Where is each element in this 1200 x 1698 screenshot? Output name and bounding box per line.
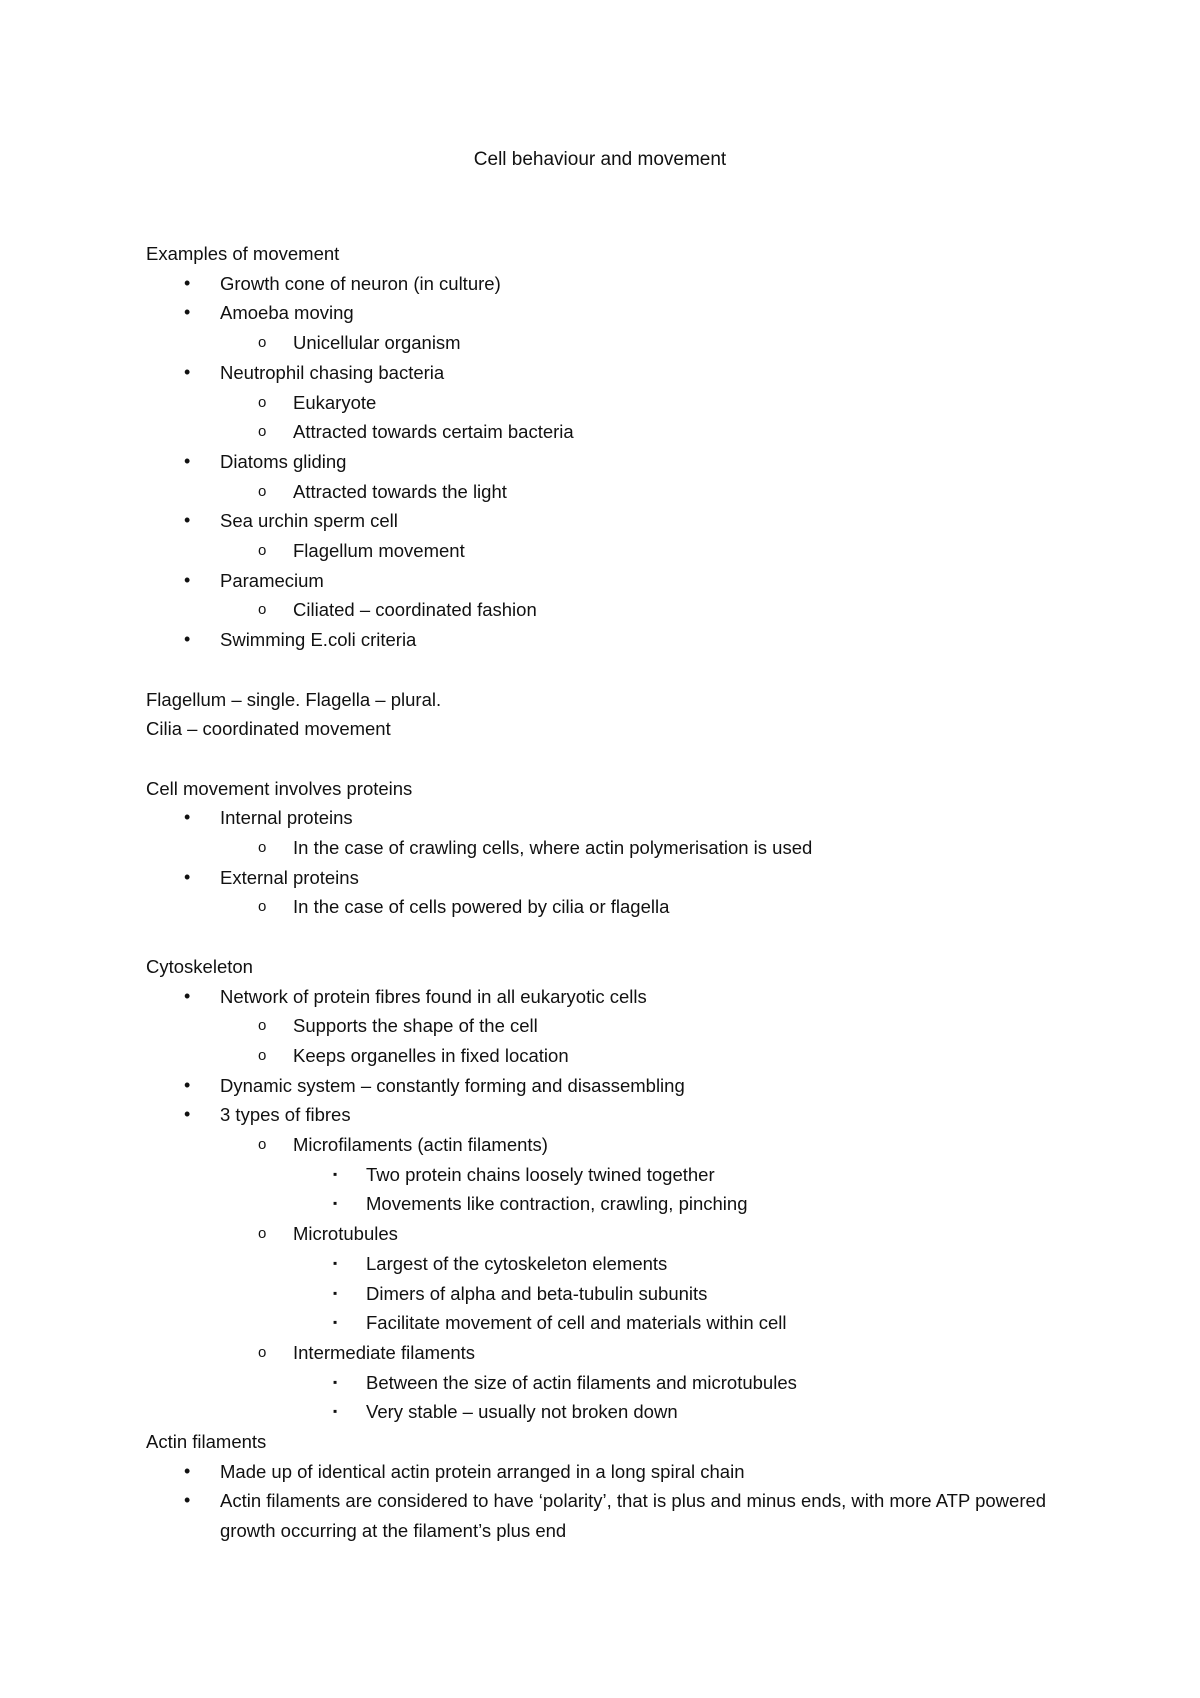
bullet-icon: • [184, 361, 191, 382]
list-item [146, 1100, 1066, 1130]
line-text: Ciliated – coordinated fashion [293, 599, 537, 621]
line-text: Flagellum movement [293, 540, 465, 562]
bullet-icon: ▪ [333, 1255, 338, 1270]
line-text: Cilia – coordinated movement [146, 718, 391, 740]
document-body [146, 239, 1066, 1546]
section-heading [146, 774, 1066, 804]
bullet-icon: o [258, 898, 267, 916]
line-text: Cytoskeleton [146, 955, 253, 977]
bullet-icon: o [258, 542, 267, 560]
list-item [146, 595, 1066, 625]
bullet-icon: • [184, 450, 191, 471]
line-text: Microtubules [293, 1223, 398, 1245]
bullet-icon: • [184, 1074, 191, 1095]
list-item [146, 358, 1066, 388]
line-text: Attracted towards certaim bacteria [293, 421, 574, 443]
bullet-icon: o [258, 1136, 267, 1154]
bullet-icon: • [184, 272, 191, 293]
list-item [146, 1160, 1066, 1190]
list-item [146, 982, 1066, 1012]
bullet-icon: o [258, 423, 267, 441]
bullet-icon: • [184, 1490, 191, 1511]
blank-line [146, 744, 1066, 774]
line-text: In the case of crawling cells, where actin polymerisation is used [293, 837, 813, 859]
bullet-icon: o [258, 1225, 267, 1243]
list-item [146, 863, 1066, 893]
list-item [146, 1130, 1066, 1160]
section-heading [146, 714, 1066, 744]
blank-line [146, 655, 1066, 685]
blank-line [146, 922, 1066, 952]
list-item [146, 536, 1066, 566]
bullet-icon: • [184, 807, 191, 828]
line-text: Dimers of alpha and beta-tubulin subunits [366, 1282, 708, 1304]
line-text: 3 types of fibres [220, 1104, 351, 1126]
line-text: Diatoms gliding [220, 450, 347, 472]
line-text: Dynamic system – constantly forming and disassembling [220, 1074, 685, 1096]
list-item [146, 506, 1066, 536]
line-text: Largest of the cytoskeleton elements [366, 1252, 668, 1274]
list-item [146, 1338, 1066, 1368]
list-item [146, 1011, 1066, 1041]
bullet-icon: • [184, 302, 191, 323]
line-text: Actin filaments [146, 1431, 267, 1453]
list-item [146, 1071, 1066, 1101]
line-text: Swimming E.coli criteria [220, 629, 417, 651]
line-text: Flagellum – single. Flagella – plural. [146, 688, 442, 710]
list-item [146, 1279, 1066, 1309]
line-text: Actin filaments are considered to have ‘polarity’, that is plus and minus ends, with more ATP powered growth occurring at the filament’s plus end [220, 1490, 1047, 1542]
bullet-icon: o [258, 1343, 267, 1361]
list-item [146, 1189, 1066, 1219]
list-item [146, 328, 1066, 358]
section-heading [146, 1427, 1066, 1457]
list-item [146, 1397, 1066, 1427]
list-item [146, 477, 1066, 507]
list-item [146, 417, 1066, 447]
list-item [146, 1308, 1066, 1338]
bullet-icon: ▪ [333, 1374, 338, 1389]
page-title: Cell behaviour and movement [473, 149, 727, 170]
bullet-icon: o [258, 393, 267, 411]
bullet-icon: ▪ [333, 1315, 338, 1330]
section-heading [146, 685, 1066, 715]
bullet-icon: • [184, 569, 191, 590]
line-text: Very stable – usually not broken down [366, 1401, 678, 1423]
line-text: Between the size of actin filaments and microtubules [366, 1371, 797, 1393]
list-item [146, 269, 1066, 299]
bullet-icon: • [184, 985, 191, 1006]
line-text: Internal proteins [220, 807, 353, 829]
bullet-icon: ▪ [333, 1404, 338, 1419]
line-text: In the case of cells powered by cilia or flagella [293, 896, 670, 918]
bullet-icon: ▪ [333, 1285, 338, 1300]
section-heading [146, 239, 1066, 269]
bullet-icon: ▪ [333, 1196, 338, 1211]
bullet-icon: o [258, 839, 267, 857]
line-text: Eukaryote [293, 391, 377, 413]
bullet-icon: o [258, 334, 267, 352]
bullet-icon: o [258, 482, 267, 500]
list-item [146, 566, 1066, 596]
bullet-icon: • [184, 629, 191, 650]
line-text: Microfilaments (actin filaments) [293, 1134, 548, 1156]
list-item [146, 1486, 1066, 1545]
bullet-icon: o [258, 1017, 267, 1035]
line-text: Sea urchin sperm cell [220, 510, 398, 532]
line-text: Made up of identical actin protein arranged in a long spiral chain [220, 1460, 745, 1482]
bullet-icon: • [184, 510, 191, 531]
line-text: External proteins [220, 866, 359, 888]
list-item [146, 892, 1066, 922]
bullet-icon: • [184, 1104, 191, 1125]
list-item [146, 1219, 1066, 1249]
line-text: Facilitate movement of cell and materials within cell [366, 1312, 787, 1334]
line-text: Unicellular organism [293, 332, 461, 354]
list-item [146, 1368, 1066, 1398]
bullet-icon: • [184, 866, 191, 887]
list-item [146, 298, 1066, 328]
list-item [146, 1041, 1066, 1071]
line-text: Supports the shape of the cell [293, 1015, 538, 1037]
line-text: Paramecium [220, 569, 324, 591]
list-item [146, 833, 1066, 863]
bullet-icon: ▪ [333, 1166, 338, 1181]
line-text: Keeps organelles in fixed location [293, 1044, 569, 1066]
list-item [146, 388, 1066, 418]
line-text: Cell movement involves proteins [146, 777, 413, 799]
line-text: Amoeba moving [220, 302, 354, 324]
bullet-icon: o [258, 1046, 267, 1064]
list-item [146, 625, 1066, 655]
line-text: Neutrophil chasing bacteria [220, 361, 445, 383]
list-item [146, 447, 1066, 477]
line-text: Two protein chains loosely twined together [366, 1163, 715, 1185]
line-text: Attracted towards the light [293, 480, 507, 502]
list-item [146, 803, 1066, 833]
section-heading [146, 952, 1066, 982]
line-text: Intermediate filaments [293, 1341, 476, 1363]
line-text: Network of protein fibres found in all eukaryotic cells [220, 985, 647, 1007]
bullet-icon: • [184, 1460, 191, 1481]
list-item [146, 1457, 1066, 1487]
line-text: Growth cone of neuron (in culture) [220, 272, 501, 294]
line-text: Movements like contraction, crawling, pinching [366, 1193, 748, 1215]
line-text: Examples of movement [146, 243, 340, 264]
bullet-icon: o [258, 601, 267, 619]
list-item [146, 1249, 1066, 1279]
